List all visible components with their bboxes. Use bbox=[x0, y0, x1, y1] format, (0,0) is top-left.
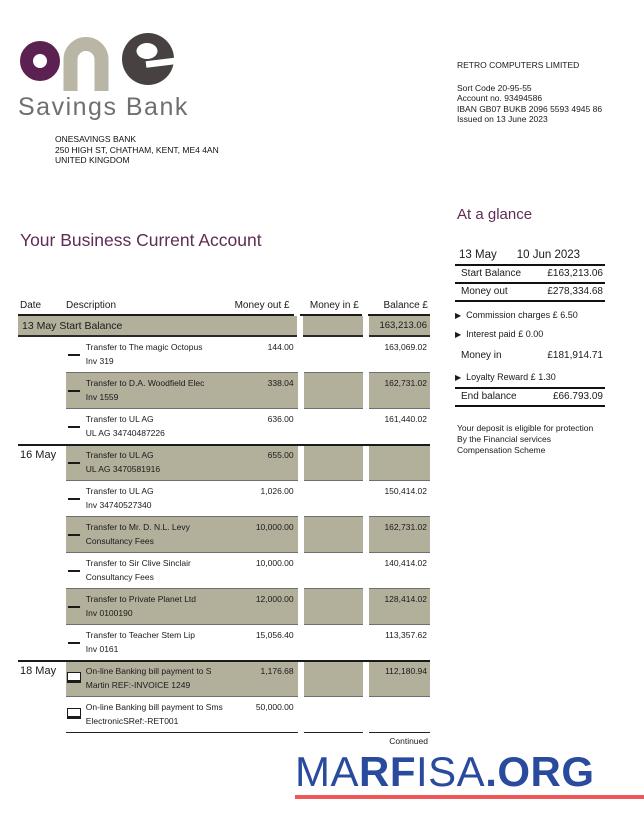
marfisa-wordmark bbox=[295, 750, 644, 794]
table-row bbox=[18, 373, 430, 409]
money-in-cell bbox=[304, 553, 364, 589]
glance-value: £66.793.09 bbox=[552, 391, 603, 402]
transaction-description bbox=[86, 445, 224, 480]
transaction-main-cell bbox=[66, 409, 298, 445]
transaction-description bbox=[86, 553, 224, 588]
table-body bbox=[18, 316, 430, 733]
balance-value: 162,731.02 bbox=[369, 373, 430, 409]
glance-label: Commission charges £ 6.50 bbox=[466, 310, 578, 320]
transaction-icon-cell bbox=[66, 625, 86, 660]
money-in-cell bbox=[304, 661, 364, 697]
balance-value: 163,069.02 bbox=[369, 337, 430, 373]
money-in-cell bbox=[304, 697, 364, 733]
glance-label: Interest paid £ 0.00 bbox=[466, 329, 544, 339]
at-a-glance-row bbox=[455, 348, 605, 364]
balance-value bbox=[369, 445, 430, 481]
wordmark-segment: .ORG bbox=[485, 748, 595, 795]
transaction-date: 13 May bbox=[22, 320, 57, 332]
statement-period bbox=[455, 249, 605, 266]
description-line-2: Martin REF:-INVOICE 1249 bbox=[85, 680, 191, 690]
transaction-date bbox=[18, 337, 66, 373]
transfer-icon bbox=[68, 606, 80, 608]
transaction-main-cell bbox=[66, 517, 298, 553]
at-a-glance-row bbox=[455, 266, 605, 284]
bullet-triangle-icon: ▶ bbox=[455, 373, 462, 382]
transaction-date bbox=[18, 589, 66, 625]
glance-label: Money out bbox=[461, 286, 508, 297]
money-out-value: 15,056.40 bbox=[255, 630, 294, 640]
transfer-icon bbox=[68, 390, 80, 392]
description-line-1: On-line Banking bill payment to S bbox=[85, 666, 212, 676]
header-balance: Balance £ bbox=[368, 300, 430, 316]
description-line-1: Transfer to Teacher Stem Lip bbox=[85, 630, 195, 640]
money-out-value: 10,000.00 bbox=[255, 558, 294, 568]
transaction-icon-cell bbox=[66, 553, 86, 588]
bank-logo bbox=[18, 28, 238, 122]
transaction-icon-cell bbox=[66, 697, 86, 732]
header-date: Date bbox=[20, 300, 42, 311]
transaction-main-cell bbox=[66, 373, 298, 409]
glance-label: Loyalty Reward £ 1.30 bbox=[466, 372, 556, 382]
description-line-1: Transfer to D.A. Woodfield Elec bbox=[85, 378, 205, 388]
money-in-cell bbox=[304, 481, 364, 517]
transaction-description bbox=[86, 409, 224, 444]
transaction-date: 16 May bbox=[20, 449, 57, 461]
money-in-cell bbox=[304, 589, 364, 625]
transaction-date bbox=[18, 697, 66, 733]
balance-value: 112,180.94 bbox=[369, 661, 430, 697]
transfer-icon bbox=[68, 462, 80, 464]
description-line-2: Inv 34740527340 bbox=[85, 500, 152, 510]
wordmark-segment: ISA bbox=[416, 748, 486, 795]
continued-label: Continued bbox=[389, 736, 428, 746]
description-line-1: Transfer to Mr. D. N.L. Levy bbox=[85, 522, 190, 532]
transaction-description bbox=[86, 481, 224, 516]
description-line-1: Transfer to UL AG bbox=[85, 414, 154, 424]
wordmark-segment: MA bbox=[295, 748, 359, 795]
transaction-description bbox=[86, 589, 224, 624]
balance-value: 163,213.06 bbox=[369, 316, 430, 337]
wordmark-segment: RF bbox=[359, 748, 416, 795]
transaction-icon-cell bbox=[66, 409, 86, 444]
table-row bbox=[18, 445, 430, 481]
description-line-1: On-line Banking bill payment to Sms bbox=[85, 702, 223, 712]
transaction-description: Start Balance bbox=[59, 320, 123, 332]
money-out-value: 1,176.68 bbox=[260, 666, 294, 676]
balance-value: 150,414.02 bbox=[369, 481, 430, 517]
issued-date: Issued on 13 June 2023 bbox=[457, 114, 548, 124]
description-line-2: Consultancy Fees bbox=[85, 536, 154, 546]
glance-value: £163,213.06 bbox=[547, 268, 603, 279]
header-description: Description bbox=[66, 300, 117, 311]
transaction-description bbox=[86, 337, 224, 372]
logo-letter-e bbox=[122, 33, 180, 85]
at-a-glance-panel bbox=[455, 206, 605, 456]
transaction-description bbox=[86, 625, 224, 660]
period-start-date: 13 May bbox=[459, 249, 497, 261]
table-row bbox=[18, 661, 430, 697]
description-line-2: Inv 319 bbox=[85, 356, 114, 366]
balance-value: 161,440.02 bbox=[369, 409, 430, 445]
description-line-2: ElectronicSRef:-RET001 bbox=[85, 716, 179, 726]
description-line-1: Transfer to Sir Clive Sinclair bbox=[85, 558, 191, 568]
page-title: Your Business Current Account bbox=[20, 230, 262, 250]
transfer-icon bbox=[68, 498, 80, 500]
description-line-2: Inv 0100190 bbox=[85, 608, 133, 618]
logo-letter-o bbox=[27, 48, 54, 75]
bank-address-line: UNITED KINGDOM bbox=[55, 155, 130, 165]
transfer-icon bbox=[68, 642, 80, 644]
money-out-value: 12,000.00 bbox=[255, 594, 294, 604]
online-banking-icon bbox=[67, 708, 81, 719]
description-line-1: Transfer to Private Planet Ltd bbox=[85, 594, 197, 604]
glance-label: Money in bbox=[461, 350, 502, 361]
money-in-cell bbox=[304, 517, 364, 553]
bank-address bbox=[55, 134, 219, 166]
transfer-icon bbox=[68, 426, 80, 428]
money-out-value: 144.00 bbox=[267, 342, 294, 352]
at-a-glance-title: At a glance bbox=[457, 206, 533, 223]
header-money-out: Money out £ bbox=[234, 300, 290, 311]
transaction-main-cell bbox=[66, 661, 298, 697]
transaction-description bbox=[86, 661, 224, 696]
balance-value: 162,731.02 bbox=[369, 517, 430, 553]
transfer-icon bbox=[68, 354, 80, 356]
transaction-main-cell bbox=[66, 481, 298, 517]
note-line: By the Financial services bbox=[457, 434, 552, 444]
money-out-value: 50,000.00 bbox=[255, 702, 294, 712]
transaction-main-cell bbox=[66, 625, 298, 661]
description-line-2: UL AG 3470581916 bbox=[85, 464, 161, 474]
marfisa-underline bbox=[295, 795, 644, 799]
money-out-value: 636.00 bbox=[267, 414, 294, 424]
transaction-description bbox=[86, 517, 224, 552]
transaction-icon-cell bbox=[66, 661, 86, 696]
balance-value bbox=[369, 697, 430, 733]
glance-value: £181,914.71 bbox=[547, 350, 603, 361]
transfer-icon bbox=[68, 534, 80, 536]
online-banking-icon bbox=[67, 672, 81, 683]
transaction-icon-cell bbox=[66, 517, 86, 552]
account-info bbox=[457, 60, 632, 125]
bank-logo-subtitle: Savings Bank bbox=[18, 93, 189, 121]
at-a-glance-row bbox=[455, 389, 605, 407]
transaction-date bbox=[18, 481, 66, 517]
money-out-value: 338.04 bbox=[267, 378, 294, 388]
account-number: Account no. 93494586 bbox=[457, 93, 543, 103]
bullet-triangle-icon: ▶ bbox=[455, 330, 462, 339]
marfisa-watermark bbox=[295, 750, 644, 799]
bank-address-line: 250 HIGH ST, CHATHAM, KENT, ME4 4AN bbox=[55, 144, 219, 155]
transaction-main-cell bbox=[66, 589, 298, 625]
transaction-date bbox=[18, 625, 66, 661]
sort-code: Sort Code 20-95-55 bbox=[457, 82, 532, 93]
period-end-date: 10 Jun 2023 bbox=[516, 249, 581, 261]
transaction-icon-cell bbox=[66, 373, 86, 408]
table-row bbox=[18, 625, 430, 661]
description-line-2: Consultancy Fees bbox=[85, 572, 154, 582]
glance-value: £278,334.68 bbox=[547, 286, 603, 297]
at-a-glance-row bbox=[455, 372, 605, 389]
table-row bbox=[18, 697, 430, 733]
header-money-in: Money in £ bbox=[300, 300, 362, 316]
table-header-row bbox=[18, 300, 430, 316]
logo-letter-n bbox=[71, 44, 102, 91]
transaction-description bbox=[86, 697, 224, 732]
balance-value: 140,414.02 bbox=[369, 553, 430, 589]
iban: IBAN GB07 BUKB 2096 5593 4945 86 bbox=[457, 103, 603, 114]
description-line-2: UL AG 34740487226 bbox=[85, 428, 165, 438]
account-holder-name: RETRO COMPUTERS LIMITED bbox=[457, 60, 580, 70]
one-logo-icon bbox=[18, 28, 183, 92]
table-row bbox=[18, 553, 430, 589]
transaction-date bbox=[18, 409, 66, 445]
money-out-value: 655.00 bbox=[267, 450, 294, 460]
bullet-triangle-icon: ▶ bbox=[455, 311, 462, 320]
transaction-icon-cell bbox=[66, 445, 86, 480]
description-line-1: Transfer to The magic Octopus bbox=[85, 342, 203, 352]
money-in-cell bbox=[304, 625, 364, 661]
transaction-date bbox=[18, 553, 66, 589]
transaction-main-cell bbox=[66, 553, 298, 589]
table-row bbox=[18, 481, 430, 517]
deposit-protection-note bbox=[455, 423, 605, 456]
bank-address-line: ONESAVINGS BANK bbox=[55, 134, 137, 144]
note-line: Compensation Scheme bbox=[457, 445, 546, 455]
description-line-2: Inv 1559 bbox=[85, 392, 119, 402]
balance-value: 128,414.02 bbox=[369, 589, 430, 625]
transaction-description bbox=[86, 373, 224, 408]
glance-label: Start Balance bbox=[461, 268, 522, 279]
description-line-2: Inv 0161 bbox=[85, 644, 119, 654]
transaction-date bbox=[18, 373, 66, 409]
transaction-icon-cell bbox=[66, 337, 86, 372]
transaction-icon-cell bbox=[66, 589, 86, 624]
transaction-date: 18 May bbox=[20, 665, 57, 677]
description-line-1: Transfer to UL AG bbox=[85, 450, 154, 460]
transaction-main-cell bbox=[66, 445, 298, 481]
transactions-table bbox=[18, 300, 430, 746]
description-line-1: Transfer to UL AG bbox=[85, 486, 154, 496]
at-a-glance-row bbox=[455, 310, 605, 321]
money-in-cell bbox=[304, 337, 364, 373]
money-in-cell bbox=[304, 445, 364, 481]
table-row bbox=[18, 589, 430, 625]
money-out-value: 10,000.00 bbox=[255, 522, 294, 532]
table-row bbox=[18, 409, 430, 445]
money-in-cell bbox=[304, 373, 364, 409]
glance-label: End balance bbox=[461, 391, 517, 402]
at-a-glance-row bbox=[455, 329, 605, 340]
note-line: Your deposit is eligible for protection bbox=[457, 423, 594, 433]
money-in-cell bbox=[303, 316, 363, 337]
transaction-main-cell bbox=[66, 337, 298, 373]
transaction-icon-cell bbox=[66, 481, 86, 516]
at-a-glance-rows bbox=[455, 266, 605, 407]
transaction-main-cell bbox=[66, 697, 298, 733]
money-in-cell bbox=[304, 409, 364, 445]
table-row bbox=[18, 517, 430, 553]
balance-value: 113,357.62 bbox=[369, 625, 430, 661]
transfer-icon bbox=[68, 570, 80, 572]
table-row bbox=[18, 337, 430, 373]
money-out-value: 1,026.00 bbox=[260, 486, 294, 496]
transaction-date bbox=[18, 517, 66, 553]
table-row bbox=[18, 316, 430, 337]
start-balance-cell bbox=[18, 316, 297, 337]
at-a-glance-row bbox=[455, 284, 605, 302]
